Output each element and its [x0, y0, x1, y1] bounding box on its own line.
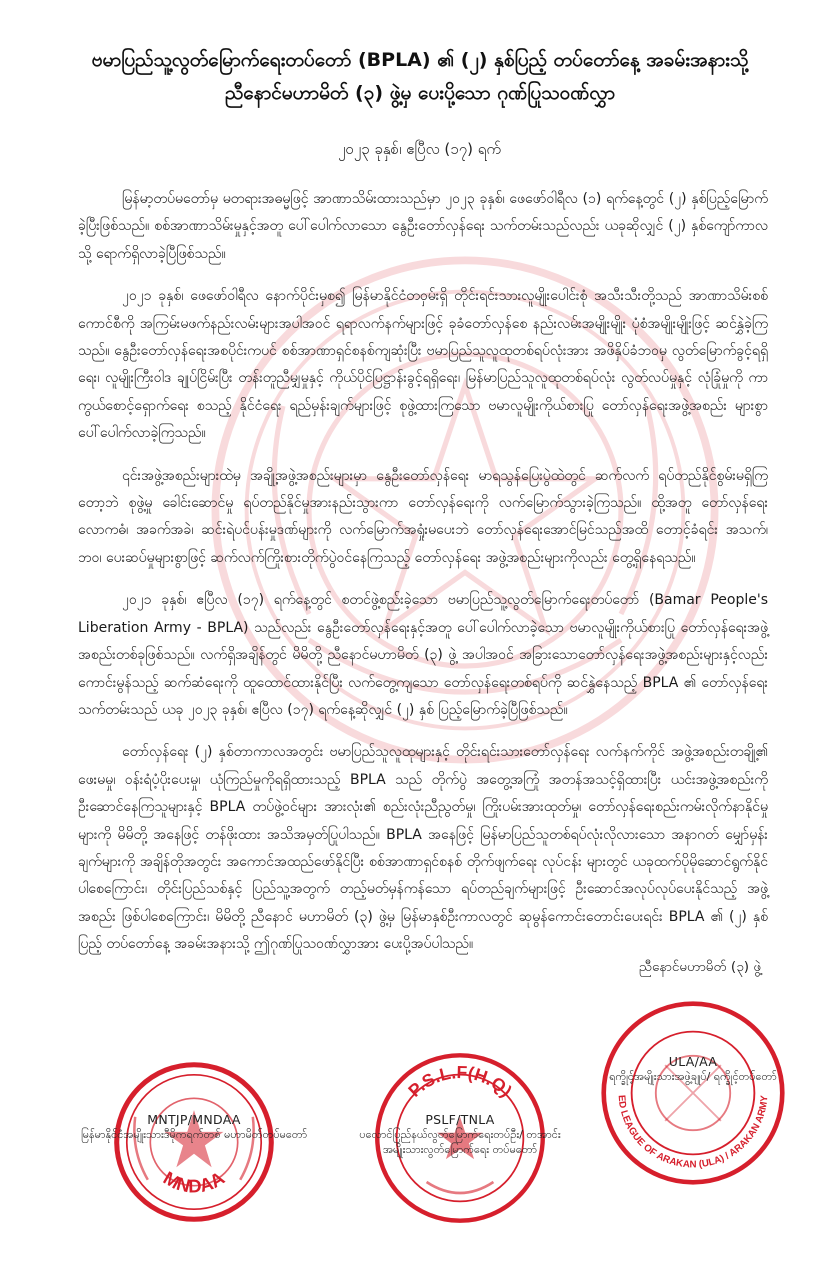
document-date: ၂၀၂၃ ခုနှစ်၊ ဧပြီလ (၁၇) ရက် [337, 140, 502, 158]
ula-aa-caption-block [606, 1054, 780, 1084]
ula-aa-ring-text: ED LEAGUE OF ARAKAN (ULA) / ARAKAN ARMY [615, 1094, 771, 1171]
title-line-1: ဗမာပြည်သူ့လွတ်မြောက်ရေးတပ်တော် (BPLA) ၏ (၂) နှစ်ပြည့် တပ်တော်နေ့ အခမ်းအနားသို့ [91, 49, 749, 71]
ula-aa-seal [600, 1000, 786, 1186]
mndaa-seal [110, 1058, 278, 1226]
mndaa-ring-text: MNDAA [159, 1166, 229, 1197]
mndaa-seal-emblem [110, 1058, 278, 1226]
paragraph-3: ၎င်းအဖွဲ့အစည်းများထဲမှ အချို့အဖွဲ့အစည်းများမှာ နွေဦးတော်လှန်ရေး မာရသွန်ပြေးပွဲထဲတွင် ဆက်လက် ရပ်တည်နိုင်စွမ်းမရှိကြတော့ဘဲ စုဖွဲ့မှု ခေါင်းဆောင်မှု ရပ်တည်နိုင်မှုအားနည်းသွားကာ တော်လှန်ရေးကို လက်မြောက်သွားခဲ့ကြသည်။ ထို့အတူ တော်လှန်ရေးလောကဓံ၊ အခက်အခဲ၊ ဆင်းရဲပင်ပန်းမှုဒဏ်များကို လက်မြောက်အရှုံးမပေးဘဲ တော်လှန်ရေးအောင်မြင်သည်အထိ တောင့်ခံရင်း အသက်၊ ဘဝ၊ ပေးဆပ်မှုများစွာဖြင့် ဆက်လက်ကြိုးစားတိုက်ပွဲဝင်နေကြသည့် တော်လှန်ရေး အဖွဲ့အစည်းများကိုလည်း တွေ့ရှိနေရသည်။ [78, 467, 768, 566]
paragraph-1: မြန်မာ့တပ်မတော်မှ မတရားအဓမ္မဖြင့် အာဏာသိမ်းထားသည်မှာ ၂၀၂၃ ခုနှစ်၊ ဖေဖော်ဝါရီလ (၁) ရက်နေ့တွင် (၂) နှစ်ပြည့်မြောက်ခဲ့ပြီးဖြစ်သည်။ စစ်အာဏာသိမ်းမှုနှင့်အတူ ပေါ်ပေါက်လာသော နွေဦးတော်လှန်ရေး သက်တမ်းသည်လည်း ယခုဆိုလျှင် (၂) နှစ်ကျော်ကာလသို့ ရောက်ရှိလာခဲ့ပြီဖြစ်သည်။ [78, 191, 768, 262]
pslf-caption-block [346, 1112, 574, 1157]
svg-text:MNDAA [160, 1167, 228, 1197]
svg-text:P.S.L.F(H.Q) [404, 1062, 516, 1101]
paragraph-4: ၂၀၂၁ ခုနှစ်၊ ဧပြီလ (၁၇) ရက်နေ့တွင် စတင်ဖွဲ့စည်းခဲ့သော ဗမာပြည်သူ့လွတ်မြောက်ရေးတပ်တော် (Bamar People's Liberation Army - BPLA) သည်လည်း နွေဦးတော်လှန်ရေးနှင့်အတူ ပေါ်ပေါက်လာခဲ့သော ဗမာလူမျိုးကိုယ်စားပြု တော်လှန်ရေးအဖွဲ့အစည်းတစ်ခုဖြစ်သည်။ လက်ရှိအချိန်တွင် မိမိတို့ ညီနောင်မဟာမိတ် (၃) ဖွဲ့ အပါအဝင် အခြားသောတော်လှန်ရေးအဖွဲ့အစည်းများနှင့်လည်း ကောင်းမွန်သည့် ဆက်ဆံရေးကို ထူထောင်ထားနိုင်ပြီး လက်တွေ့ကျသော တော်လှန်ရေးတစ်ရပ်ကို ဆင်နွှဲနေသည့် BPLA ၏ တော်လှန်ရေးသက်တမ်းသည် ယခု ၂၀၂၃ ခုနှစ်၊ ဧပြီလ (၁၇) ရက်နေ့ဆိုလျှင် (၂) နှစ် ပြည့်မြောက်ခဲ့ပြီဖြစ်သည်။ [78, 592, 768, 718]
mndaa-code: MNTJP/MNDAA [147, 1112, 241, 1127]
mndaa-caption-block [60, 1112, 328, 1142]
document-title [60, 44, 780, 110]
statement-body [78, 186, 768, 974]
paragraph-5: တော်လှန်ရေး (၂) နှစ်တာကာလအတွင်း ဗမာပြည်သူလူထုများနှင့် တိုင်းရင်းသားတော်လှန်ရေး လက်နက်ကိုင် အဖွဲ့အစည်းတချို့၏ ဖေးမမှု၊ ဝန်းရံပံ့ပိုးပေးမှု၊ ယုံကြည်မှုကိုရရှိထားသည့် BPLA သည် တိုက်ပွဲ အတွေ့အကြုံ အတန်အသင့်ရှိထားပြီး ယင်းအဖွဲ့အစည်းကို ဦးဆောင်နေကြသူများနှင့် BPLA တပ်ဖွဲ့ဝင်များ အားလုံး၏ စည်းလုံးညီညွတ်မှု၊ ကြိုးပမ်းအားထုတ်မှု၊ တော်လှန်ရေးစည်းကမ်းလိုက်နာနိုင်မှုများကို မိမိတို့ အနေဖြင့် တန်ဖိုးထား အသိအမှတ်ပြုပါသည်။ BPLA အနေဖြင့် မြန်မာပြည်သူတစ်ရပ်လုံးလိုလားသော အနာဂတ် မျှော်မှန်းချက်များကို အချိန်တိုအတွင်း အကောင်အထည်ဖော်နိုင်ပြီး စစ်အာဏာရှင်စနစ် တိုက်ဖျက်ရေး လုပ်ငန်း များတွင် ယခုထက်ပိုမိုဆောင်ရွက်နိုင်ပါစေကြောင်း၊ တိုင်းပြည်သစ်နှင့် ပြည်သူ့အတွက် တည့်မတ်မှန်ကန်သော ရပ်တည်ချက်များဖြင့် ဦးဆောင်အလုပ်လုပ်ပေးနိုင်သည့် အဖွဲ့အစည်း ဖြစ်ပါစေကြောင်း၊ မိမိတို့ ညီနောင် မဟာမိတ် (၃) ဖွဲ့မှ မြန်မာနှစ်ဦးကာလတွင် ဆုမွန်ကောင်းတောင်းပေးရင်း BPLA ၏ (၂) နှစ်ပြည့် တပ်တော်နေ့ အခမ်းအနားသို့ ဤဂုဏ်ပြုသဝဏ်လွှာအား ပေးပို့အပ်ပါသည်။ [78, 744, 768, 953]
signatory-line: ညီနောင်မဟာမိတ် (၃) ဖွဲ့ [638, 959, 762, 975]
mndaa-caption: မြန်မာနိုင်ငံအမျိုးသားဒီမိုကရက်တစ် မဟာမိတ်တပ်မတော် [80, 1128, 308, 1141]
paragraph-2: ၂၀၂၁ ခုနှစ်၊ ဖေဖော်ဝါရီလ နောက်ပိုင်းမှစ၍ မြန်မာနိုင်ငံတဝှမ်းရှိ တိုင်းရင်းသားလူမျိုးပေါင်းစုံ အသီးသီးတို့သည် အာဏာသိမ်းစစ်ကောင်စီကို အကြမ်းမဖက်နည်းလမ်းများအပါအဝင် ရရာလက်နက်များဖြင့် ခုခံတော်လှန်စေ နည်းလမ်းအမျိုးမျိုး ပုံစံအမျိုးမျိုးဖြင့် ဆင်နွှဲခဲ့ကြသည်။ နွေဦးတော်လှန်ရေးအစပိုင်းကပင် စစ်အာဏာရှင်စနစ်ကျဆုံးပြီး ဗမာပြည်သူလူထုတစ်ရပ်လုံးအား အဖိနှိပ်ခံဘဝမှ လွတ်မြောက်ခွင့်ရရှိရေး၊ လူမျိုးကြီးဝါဒ ချုပ်ငြိမ်းပြီး တန်းတူညီမျှမှုနှင့် ကိုယ်ပိုင်ပြဋ္ဌာန်းခွင့်ရရှိရေး၊ မြန်မာပြည်သူလူထုတစ်ရပ်လုံး လွတ်လပ်မှုနှင့် လုံခြုံမှုကို ကာကွယ်စောင့်ရှောက်ရေး စသည့် နိုင်ငံရေး ရည်မှန်းချက်များဖြင့် စုဖွဲ့ထားကြသော ဗမာလူမျိုးကိုယ်စားပြု တော်လှန်ရေးအဖွဲ့အစည်း များစွာပေါ်ပေါက်လာခဲ့ကြသည်။ [78, 288, 768, 442]
pslf-caption: ပလောင်ပြည်နယ်လွတ်မြောက်ရေးတပ်ဦး/ တအာင်းအမျိုးသားလွတ်မြောက်ရေး တပ်မတော် [359, 1128, 561, 1156]
ula-aa-seal-emblem [600, 1000, 786, 1186]
ula-aa-caption: ရက္ခိုင့်အမျိုးသားအဖွဲ့ချုပ်/ ရက္ခိုင့်တပ်တော် [609, 1070, 777, 1083]
title-line-2: ညီနောင်မဟာမိတ် (၃) ဖွဲ့မှ ပေးပို့သော ဂုဏ်ပြုသဝဏ်လွှာ [224, 82, 616, 104]
pslf-code: PSLF/TNLA [425, 1112, 495, 1127]
pslf-ring-text: P.S.L.F(H.Q) [404, 1062, 517, 1101]
ula-aa-code: ULA/AA [668, 1054, 718, 1069]
